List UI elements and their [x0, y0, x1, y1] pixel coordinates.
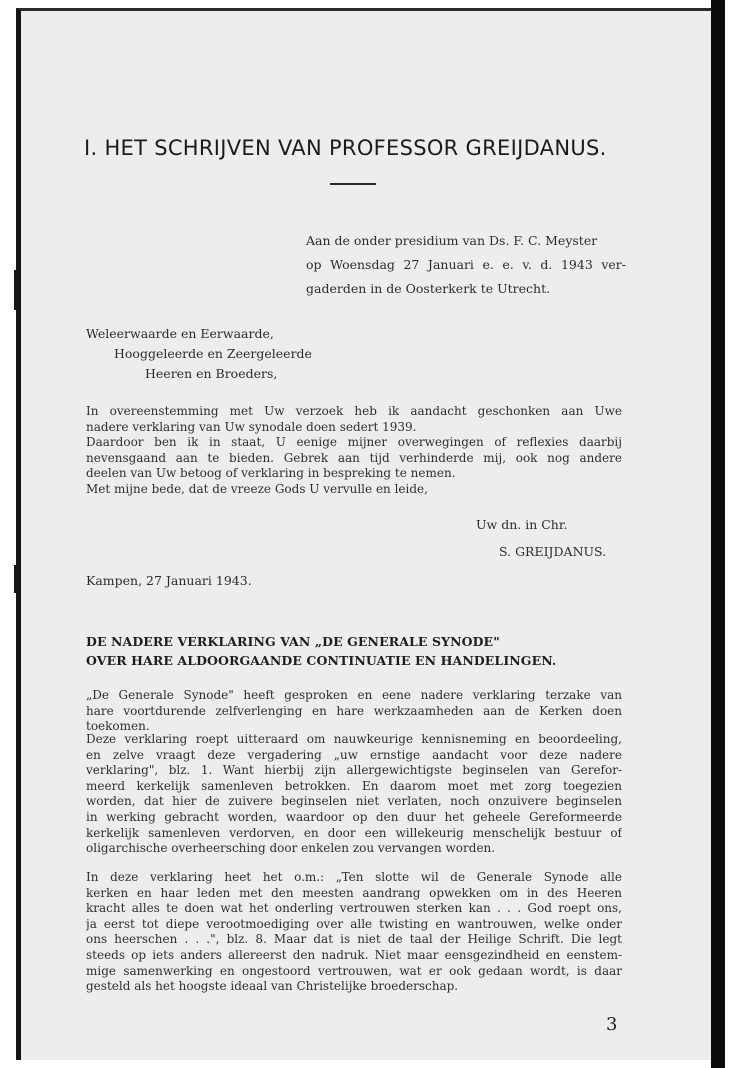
binding-mark [14, 565, 19, 593]
paragraph-line: in werking gebracht worden, waardoor op den duur het geheele Gereformeerde [86, 809, 622, 824]
section-paragraph-1 [86, 688, 622, 735]
letter-line: Met mijne bede, dat de vreeze Gods U vervulle en leide, [86, 481, 428, 496]
letter-line: deelen van Uw betoog of verklaring in bespreking te nemen. [86, 466, 456, 481]
paragraph-line: In deze verklaring heet het o.m.: „Ten slotte wil de Generale Synode alle [86, 870, 622, 884]
letter-line: nevensgaand aan te bieden. Gebrek aan tijd verhinderde mij, ook nog andere [86, 450, 622, 465]
place-date: Kampen, 27 Januari 1943. [86, 573, 252, 588]
salutation-line: Heeren en Broeders, [145, 366, 278, 381]
page-title: I. HET SCHRIJVEN VAN PROFESSOR GREIJDANUS. [84, 136, 607, 160]
letter-body [86, 404, 622, 498]
salutation-line: Weleerwaarde en Eerwaarde, [86, 326, 274, 341]
signature: S. GREIJDANUS. [499, 544, 607, 559]
page-number: 3 [606, 1014, 618, 1035]
address-line: op Woensdag 27 Januari e. e. v. d. 1943 ver- [306, 257, 626, 272]
paragraph-line: worden, dat hier de zuivere beginselen niet verlaten, noch onzuivere beginselen [86, 794, 622, 809]
address-line: Aan de onder presidium van Ds. F. C. Meyster [306, 233, 598, 248]
paragraph-line: toekomen. [86, 719, 150, 734]
title-divider [330, 183, 376, 185]
paragraph-line: en zelve vraagt deze vergadering „uw ernstige aandacht voor deze nadere [86, 747, 622, 762]
paragraph-line: meerd kerkelijk samenleven betrokken. En daarom moet met zorg toegezien [86, 778, 622, 793]
paragraph-line: mige samenwerking en ongestoord vertrouwen, wat er ook gedaan wordt, is daar [86, 963, 622, 978]
paragraph-line: ons heerschen . . .", blz. 8. Maar dat is niet de taal der Heilige Schrift. Die legt [86, 932, 622, 947]
paragraph-line: oligarchische overheersching door enkelen zou vervangen worden. [86, 841, 496, 856]
binding-mark [14, 270, 19, 310]
section-paragraph-2 [86, 732, 622, 857]
letter-line: nadere verklaring van Uw synodale doen sedert 1939. [86, 419, 417, 434]
paragraph-line: verklaring", blz. 1. Want hierbij zijn allergewichtigste beginselen van Gerefor- [86, 763, 622, 778]
paragraph-line: kerkelijk samenleven verdorven, en door een willekeurig menschelijk bestuur of [86, 825, 622, 840]
salutation-line: Hooggeleerde en Zeergeleerde [114, 346, 312, 361]
paragraph-line: „De Generale Synode" heeft gesproken en eene nadere verklaring terzake van [86, 688, 622, 702]
address-line: gaderden in de Oosterkerk te Utrecht. [306, 281, 551, 296]
letter-line: In overeenstemming met Uw verzoek heb ik aandacht geschonken aan Uwe [86, 404, 622, 418]
letter-line: Daardoor ben ik in staat, U eenige mijner overwegingen of reflexies daarbij [86, 435, 622, 450]
paragraph-line: kerken en haar leden met den meesten aandrang opwekken om in des Heeren [86, 885, 622, 900]
paragraph-line: steeds op iets anders allereerst den nadruk. Niet maar eensgezindheid en eenstem- [86, 947, 622, 962]
paragraph-line: kracht alles te doen wat het onderling vertrouwen sterken kan . . . God roept ons, [86, 901, 622, 916]
paragraph-line: hare voortdurende zelfverlenging en hare werkzaamheden aan de Kerken doen [86, 703, 622, 718]
section-heading: DE NADERE VERKLARING VAN „DE GENERALE SYNODE" [86, 634, 500, 649]
section-heading: OVER HARE ALDOORGAANDE CONTINUATIE EN HANDELINGEN. [86, 653, 557, 668]
section-paragraph-3 [86, 870, 622, 995]
paragraph-line: gesteld als het hoogste ideaal van Christelijke broederschap. [86, 979, 459, 994]
closing: Uw dn. in Chr. [476, 517, 568, 532]
paragraph-line: ja eerst tot diepe verootmoediging over alle twisting en wantrouwen, welke onder [86, 916, 622, 931]
page-edge-shadow [711, 0, 725, 1068]
paragraph-line: Deze verklaring roept uitteraard om nauwkeurige kennisneming en beoordeeling, [86, 732, 622, 746]
